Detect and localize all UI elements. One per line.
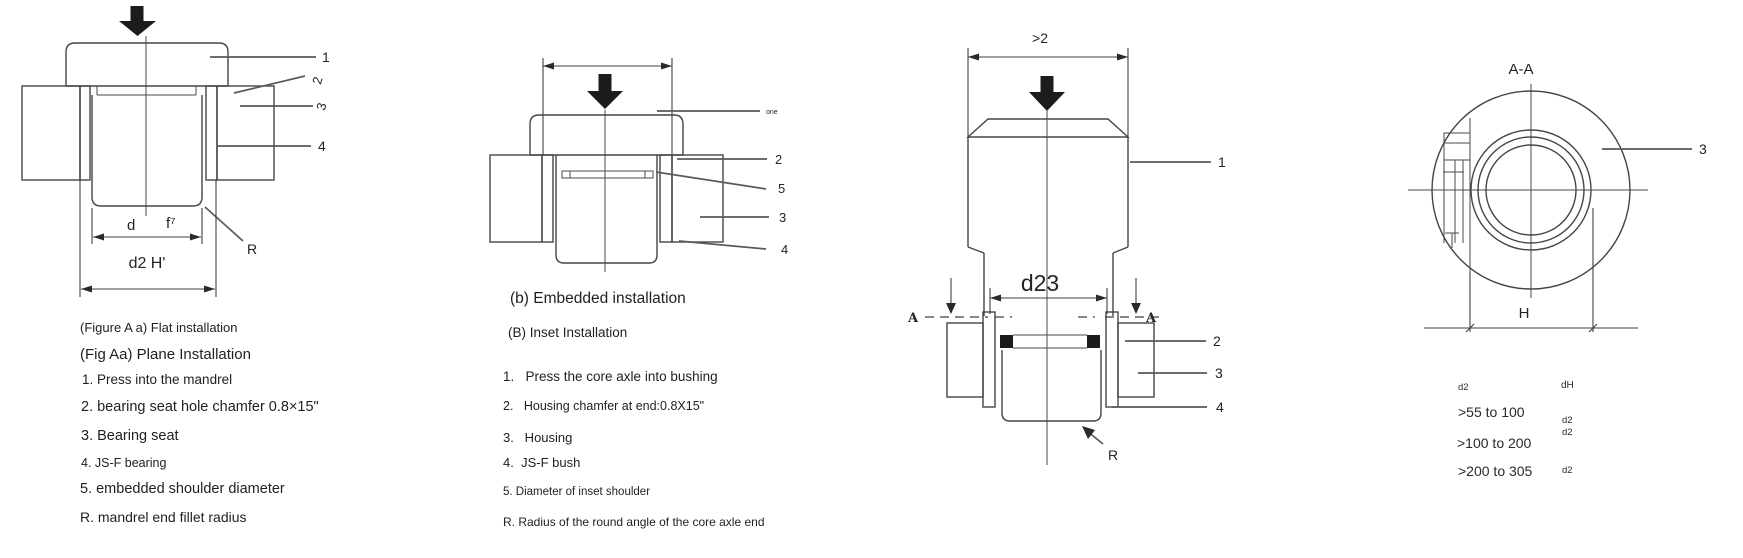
callout-2-label: 2	[775, 152, 783, 167]
core-axle-cap	[530, 115, 683, 155]
embedded-note-4: 4. JS-F bush	[503, 455, 581, 470]
embedded-note-5: 5. Diameter of inset shoulder	[503, 486, 651, 498]
keyway-detail	[1443, 118, 1470, 272]
embedded-caption-secondary: (B) Inset Installation	[508, 325, 628, 340]
callout-2-label: 2	[309, 75, 326, 86]
callout-1-label: 1	[1218, 154, 1226, 170]
housing-right	[672, 155, 723, 242]
figure-embedded-installation-drawing	[490, 58, 788, 272]
figure-section-a-a-drawing	[1408, 61, 1707, 332]
press-force-arrow-icon	[587, 74, 623, 109]
bearing-right	[206, 86, 217, 180]
callout-2-label: 2	[1213, 333, 1221, 349]
core-axle-end	[1002, 350, 1101, 421]
roller-left	[1000, 335, 1013, 348]
embedded-caption-primary: (b) Embedded installation	[510, 290, 686, 307]
flat-note-4: 4. JS-F bearing	[81, 456, 167, 470]
flat-note-r: R. mandrel end fillet radius	[80, 509, 247, 525]
embedded-note-2: 2. Housing chamfer at end:0.8X15"	[503, 399, 705, 413]
bearing-seat-left	[22, 86, 80, 180]
view-title-a-a: A-A	[1508, 61, 1534, 78]
callout-3-label: 3	[1215, 365, 1223, 381]
size-range-table	[1452, 378, 1622, 488]
bearing-seat-left	[947, 323, 983, 397]
callout-5-label: 5	[778, 181, 786, 196]
callout-3-label: 3	[1699, 141, 1707, 157]
table-row-0-value: d2	[1562, 415, 1573, 426]
bearing-left	[80, 86, 90, 180]
press-force-arrow-icon	[119, 6, 156, 36]
flat-note-3: 3. Bearing seat	[81, 428, 179, 444]
fillet-radius-label: R	[1108, 447, 1119, 463]
section-label-a-left: A	[908, 311, 919, 326]
dim-label-f7: f⁷	[166, 215, 176, 232]
table-header-d2: d2	[1458, 382, 1469, 393]
flat-caption-primary: (Figure A a) Flat installation	[80, 320, 238, 335]
dim-label-h: H	[1518, 305, 1530, 322]
table-row-1-range: >100 to 200	[1457, 435, 1532, 451]
dim-label-d: d	[127, 217, 136, 234]
flat-note-2: 2. bearing seat hole chamfer 0.8×15"	[81, 399, 319, 415]
figure-press-drawing	[907, 30, 1226, 465]
embedded-note-1: 1. Press the core axle into bushing	[503, 369, 718, 384]
table-row-2-range: >200 to 305	[1458, 463, 1533, 479]
table-row-0-range: >55 to 100	[1458, 404, 1525, 420]
embedded-note-r: R. Radius of the round angle of the core axle end	[503, 515, 765, 529]
flat-note-1: 1. Press into the mandrel	[82, 372, 233, 387]
callout-1-label: 1	[322, 49, 330, 65]
roller-right	[1087, 335, 1100, 348]
inset-shoulder	[562, 171, 653, 178]
press-force-arrow-icon	[1029, 76, 1065, 111]
bearing-seat-right	[1118, 323, 1154, 397]
embedded-note-3: 3. Housing	[503, 430, 573, 445]
section-label-a-right: A	[1146, 311, 1157, 326]
dim-label-d2h: d2 H'	[128, 255, 166, 272]
bush-left	[542, 155, 553, 242]
dim-label-d23: d23	[1020, 270, 1060, 296]
mandrel-cap	[66, 43, 228, 86]
housing-left	[490, 155, 542, 242]
flat-note-5: 5. embedded shoulder diameter	[80, 481, 285, 497]
bush-right	[1106, 312, 1118, 407]
fillet-radius-label: R	[247, 241, 258, 257]
callout-4-label: 4	[318, 138, 326, 154]
bearing-seat-right	[217, 86, 274, 180]
table-row-1-value: d2	[1562, 427, 1573, 438]
mandrel-shaft	[92, 95, 202, 206]
table-row-2-value: d2	[1562, 465, 1573, 476]
table-header-dh: dH	[1561, 380, 1574, 391]
callout-one-label: one	[766, 109, 778, 116]
bush-right	[660, 155, 672, 242]
dim-label-gt2: >2	[1032, 30, 1048, 46]
callout-4-label: 4	[781, 242, 789, 257]
flat-caption-secondary: (Fig Aa) Plane Installation	[80, 346, 251, 363]
bush-left	[983, 312, 995, 407]
callout-3-label: 3	[313, 101, 330, 112]
figure-flat-installation-drawing	[22, 6, 330, 297]
callout-4-label: 4	[1216, 399, 1224, 415]
callout-3-label: 3	[779, 210, 787, 225]
